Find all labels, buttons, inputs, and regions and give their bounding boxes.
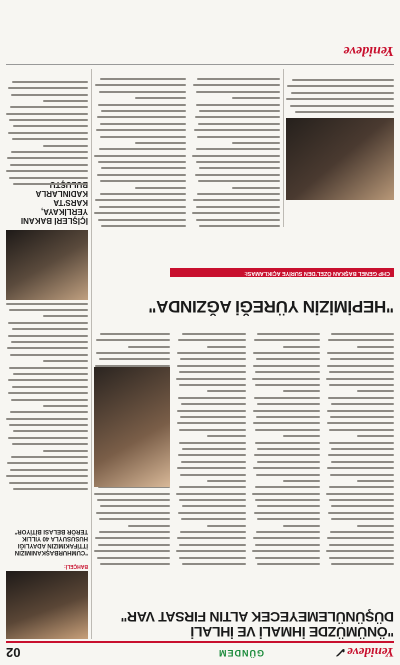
text-line xyxy=(286,98,394,100)
text-line xyxy=(98,104,186,106)
text-line xyxy=(181,403,246,405)
text-line xyxy=(331,403,394,405)
text-line xyxy=(287,85,394,87)
text-line xyxy=(94,155,186,157)
text-line xyxy=(196,148,280,150)
text-line xyxy=(177,352,246,354)
text-line xyxy=(100,136,186,138)
text-line xyxy=(179,557,246,559)
text-line xyxy=(180,486,247,488)
text-line xyxy=(8,392,88,394)
text-line xyxy=(12,386,88,388)
text-line xyxy=(100,180,186,182)
text-line xyxy=(326,378,394,380)
text-line xyxy=(255,544,320,546)
text-line xyxy=(256,359,320,361)
text-line xyxy=(232,187,280,189)
text-line xyxy=(12,328,88,330)
text-line xyxy=(208,346,247,348)
text-line xyxy=(255,429,320,431)
text-line xyxy=(13,125,88,127)
text-line xyxy=(177,467,246,469)
text-line xyxy=(43,405,88,407)
text-line xyxy=(208,525,247,527)
text-line xyxy=(100,563,170,565)
text-line xyxy=(6,303,88,305)
body-column xyxy=(6,76,88,185)
body-column xyxy=(286,75,394,113)
text-line xyxy=(327,537,394,539)
text-line xyxy=(253,537,320,539)
text-line xyxy=(100,123,186,125)
text-line xyxy=(176,550,246,552)
text-line xyxy=(97,499,170,501)
text-line xyxy=(181,461,246,463)
text-line xyxy=(128,346,170,348)
text-line xyxy=(195,116,280,118)
text-line xyxy=(357,480,394,482)
text-line xyxy=(192,212,280,214)
text-line xyxy=(257,461,320,463)
section-title: GÜNDEM xyxy=(218,648,264,658)
text-line xyxy=(178,454,246,456)
text-line xyxy=(253,467,320,469)
text-line xyxy=(13,183,88,185)
text-line xyxy=(6,418,88,420)
text-line xyxy=(95,199,186,201)
text-line xyxy=(43,315,88,317)
text-line xyxy=(357,390,394,392)
text-line xyxy=(180,429,247,431)
text-line xyxy=(100,78,186,80)
text-line xyxy=(96,339,170,341)
text-line xyxy=(8,322,88,324)
minister-photo xyxy=(6,230,88,300)
text-line xyxy=(12,81,88,83)
text-line xyxy=(232,97,280,99)
text-line xyxy=(198,180,280,182)
text-line xyxy=(197,136,280,138)
text-line xyxy=(7,347,88,349)
text-line xyxy=(97,174,186,176)
text-line xyxy=(178,339,246,341)
text-line xyxy=(10,411,88,413)
text-line xyxy=(11,456,88,458)
text-line xyxy=(196,161,280,163)
text-line xyxy=(13,373,88,375)
text-line xyxy=(292,79,394,81)
text-line xyxy=(178,512,246,514)
text-line xyxy=(8,379,88,381)
text-line xyxy=(326,550,394,552)
text-line xyxy=(182,563,246,565)
text-line xyxy=(328,512,394,514)
text-line xyxy=(252,550,320,552)
text-line xyxy=(95,537,170,539)
text-line xyxy=(135,97,186,99)
text-line xyxy=(208,390,247,392)
text-line xyxy=(177,537,246,539)
text-line xyxy=(255,499,320,501)
text-line xyxy=(179,384,246,386)
headline-tertiary: İÇİŞLERİ BAKANI YERLİKAYA, KARS'TA KADINLARLA xyxy=(20,189,88,225)
text-line xyxy=(253,365,320,367)
text-line xyxy=(96,512,170,514)
text-line xyxy=(176,493,246,495)
text-line xyxy=(208,480,247,482)
text-line xyxy=(99,531,170,533)
text-line xyxy=(357,525,394,527)
text-line xyxy=(128,525,170,527)
text-line xyxy=(327,410,394,412)
text-line xyxy=(252,378,320,380)
body-column xyxy=(192,74,280,227)
text-line xyxy=(196,91,280,93)
text-line xyxy=(179,499,246,501)
text-line xyxy=(197,78,280,80)
text-line xyxy=(330,474,394,476)
text-line xyxy=(176,378,246,380)
text-line xyxy=(100,193,186,195)
text-line xyxy=(98,219,186,221)
text-line xyxy=(177,410,246,412)
text-line xyxy=(331,563,394,565)
text-line xyxy=(98,161,186,163)
text-line xyxy=(232,142,280,144)
text-line xyxy=(100,333,170,335)
footer-logo: Yenideve xyxy=(343,43,394,58)
text-line xyxy=(180,531,246,533)
column-rule xyxy=(92,69,93,639)
text-line xyxy=(331,333,394,335)
text-line xyxy=(194,129,280,131)
text-line xyxy=(8,87,88,89)
text-line xyxy=(6,113,88,115)
text-line xyxy=(295,111,394,113)
speaker-photo xyxy=(6,571,88,639)
text-line xyxy=(101,110,186,112)
text-line xyxy=(196,206,280,208)
text-line xyxy=(329,371,394,373)
masthead xyxy=(6,641,394,661)
text-line xyxy=(101,225,186,227)
text-line xyxy=(9,367,88,369)
text-line xyxy=(99,91,186,93)
headline-main: "ÖNÜMÜZDE İHMALİ VE İHLALİ DÜŞÜNÜLEMEYECEK ALTIN FIRSAT VAR" xyxy=(120,609,394,640)
text-line xyxy=(7,157,88,159)
text-line xyxy=(101,167,186,169)
page-number: 02 xyxy=(6,645,21,660)
text-line xyxy=(331,518,394,520)
text-line xyxy=(257,505,320,507)
text-line xyxy=(193,84,280,86)
text-line xyxy=(254,397,320,399)
text-line xyxy=(199,225,280,227)
text-line xyxy=(135,142,186,144)
text-line xyxy=(94,212,186,214)
newspaper-logo: Yenideve✓ xyxy=(336,645,394,660)
text-line xyxy=(254,339,320,341)
text-line xyxy=(94,550,170,552)
text-line xyxy=(329,429,394,431)
text-line xyxy=(100,505,170,507)
text-line xyxy=(326,493,394,495)
text-line xyxy=(180,474,246,476)
text-line xyxy=(283,346,320,348)
text-line xyxy=(254,512,320,514)
text-line xyxy=(8,437,88,439)
text-line xyxy=(43,360,88,362)
text-line xyxy=(198,123,280,125)
text-line xyxy=(11,341,88,343)
text-line xyxy=(8,335,88,337)
text-line xyxy=(196,219,280,221)
text-line xyxy=(97,116,186,118)
text-line xyxy=(331,461,394,463)
text-line xyxy=(327,365,394,367)
text-line xyxy=(329,557,394,559)
text-line xyxy=(257,403,320,405)
text-line xyxy=(329,499,394,501)
text-line xyxy=(253,422,320,424)
text-line xyxy=(357,435,394,437)
text-line xyxy=(13,488,88,490)
text-line xyxy=(11,94,88,96)
text-line xyxy=(257,518,320,520)
text-line xyxy=(6,475,88,477)
body-column xyxy=(176,329,246,565)
imprint-box xyxy=(6,6,394,65)
text-line xyxy=(328,454,394,456)
red-label-bar: CHP GENEL BAŞKAN ÖZEL'DEN SURİYE AÇIKLAMASI: xyxy=(170,268,394,277)
text-line xyxy=(330,359,394,361)
portrait-photo xyxy=(94,367,170,487)
text-line xyxy=(192,155,280,157)
text-line xyxy=(8,132,88,134)
body-column xyxy=(94,74,186,227)
text-line xyxy=(99,148,186,150)
text-line xyxy=(182,448,246,450)
text-line xyxy=(329,544,394,546)
text-line xyxy=(9,482,88,484)
text-line xyxy=(283,435,320,437)
text-line xyxy=(177,422,246,424)
text-line xyxy=(329,442,394,444)
text-line xyxy=(9,424,88,426)
text-line xyxy=(182,333,246,335)
text-line xyxy=(331,448,394,450)
headline-secondary: "HEPİMİZİN YÜREĞİ AĞZINDA" xyxy=(148,297,394,316)
text-line xyxy=(283,390,320,392)
text-line xyxy=(177,365,246,367)
text-line xyxy=(199,167,280,169)
text-line xyxy=(257,563,320,565)
text-line xyxy=(254,454,320,456)
text-line xyxy=(9,119,88,121)
text-line xyxy=(43,145,88,147)
sidebar-title: "CUMHURBAŞKANIMIZIN İTTİFAKIMIZIN ADAYLIĞI HUSUSUYLA 40 YILLIK TERÖR BELASI BİTİYOR" xyxy=(14,528,88,555)
text-line xyxy=(96,352,170,354)
text-line xyxy=(208,435,247,437)
text-line xyxy=(179,442,246,444)
text-line xyxy=(97,557,170,559)
text-line xyxy=(331,505,394,507)
text-line xyxy=(255,371,320,373)
text-line xyxy=(257,448,320,450)
text-line xyxy=(9,177,88,179)
text-line xyxy=(252,493,320,495)
text-line xyxy=(330,531,394,533)
text-line xyxy=(327,467,394,469)
text-line xyxy=(43,100,88,102)
text-line xyxy=(95,84,186,86)
text-line xyxy=(99,359,170,361)
text-line xyxy=(290,105,394,107)
news-photo xyxy=(286,118,394,200)
text-line xyxy=(255,384,320,386)
text-line xyxy=(357,346,394,348)
text-line xyxy=(329,486,394,488)
text-line xyxy=(327,352,394,354)
text-line xyxy=(10,164,88,166)
text-line xyxy=(11,151,88,153)
text-line xyxy=(11,399,88,401)
text-line xyxy=(327,422,394,424)
text-line xyxy=(96,129,186,131)
text-line xyxy=(257,333,320,335)
body-column xyxy=(326,329,394,565)
text-line xyxy=(99,518,170,520)
text-line xyxy=(256,474,320,476)
text-line xyxy=(256,416,320,418)
text-line xyxy=(180,359,246,361)
sidebar-kicker: BAHÇELİ: xyxy=(64,563,88,569)
text-line xyxy=(328,339,394,341)
text-line xyxy=(255,557,320,559)
logo-check-icon: ✓ xyxy=(336,645,348,660)
text-line xyxy=(196,104,280,106)
text-line xyxy=(10,469,88,471)
column-rule xyxy=(284,69,285,227)
text-line xyxy=(10,106,88,108)
text-line xyxy=(291,92,394,94)
text-line xyxy=(255,486,320,488)
text-line xyxy=(9,309,88,311)
text-line xyxy=(94,493,170,495)
text-line xyxy=(330,416,394,418)
text-line xyxy=(180,371,247,373)
text-line xyxy=(180,416,246,418)
text-line xyxy=(195,174,280,176)
text-line xyxy=(181,518,246,520)
text-line xyxy=(180,544,247,546)
text-line xyxy=(99,206,186,208)
text-line xyxy=(253,352,320,354)
text-line xyxy=(283,525,320,527)
body-column xyxy=(252,329,320,565)
text-line xyxy=(7,462,88,464)
text-line xyxy=(12,443,88,445)
text-line xyxy=(329,384,394,386)
text-line xyxy=(98,544,170,546)
text-line xyxy=(283,480,320,482)
text-line xyxy=(328,397,394,399)
text-line xyxy=(6,170,88,172)
text-line xyxy=(12,138,88,140)
text-line xyxy=(197,193,280,195)
text-line xyxy=(193,199,280,201)
text-line xyxy=(13,430,88,432)
text-line xyxy=(178,397,246,399)
text-line xyxy=(256,531,320,533)
text-line xyxy=(253,410,320,412)
text-line xyxy=(135,187,186,189)
text-line xyxy=(199,110,280,112)
text-line xyxy=(255,442,320,444)
text-line xyxy=(10,354,88,356)
text-line xyxy=(43,450,88,452)
text-line xyxy=(182,505,246,507)
